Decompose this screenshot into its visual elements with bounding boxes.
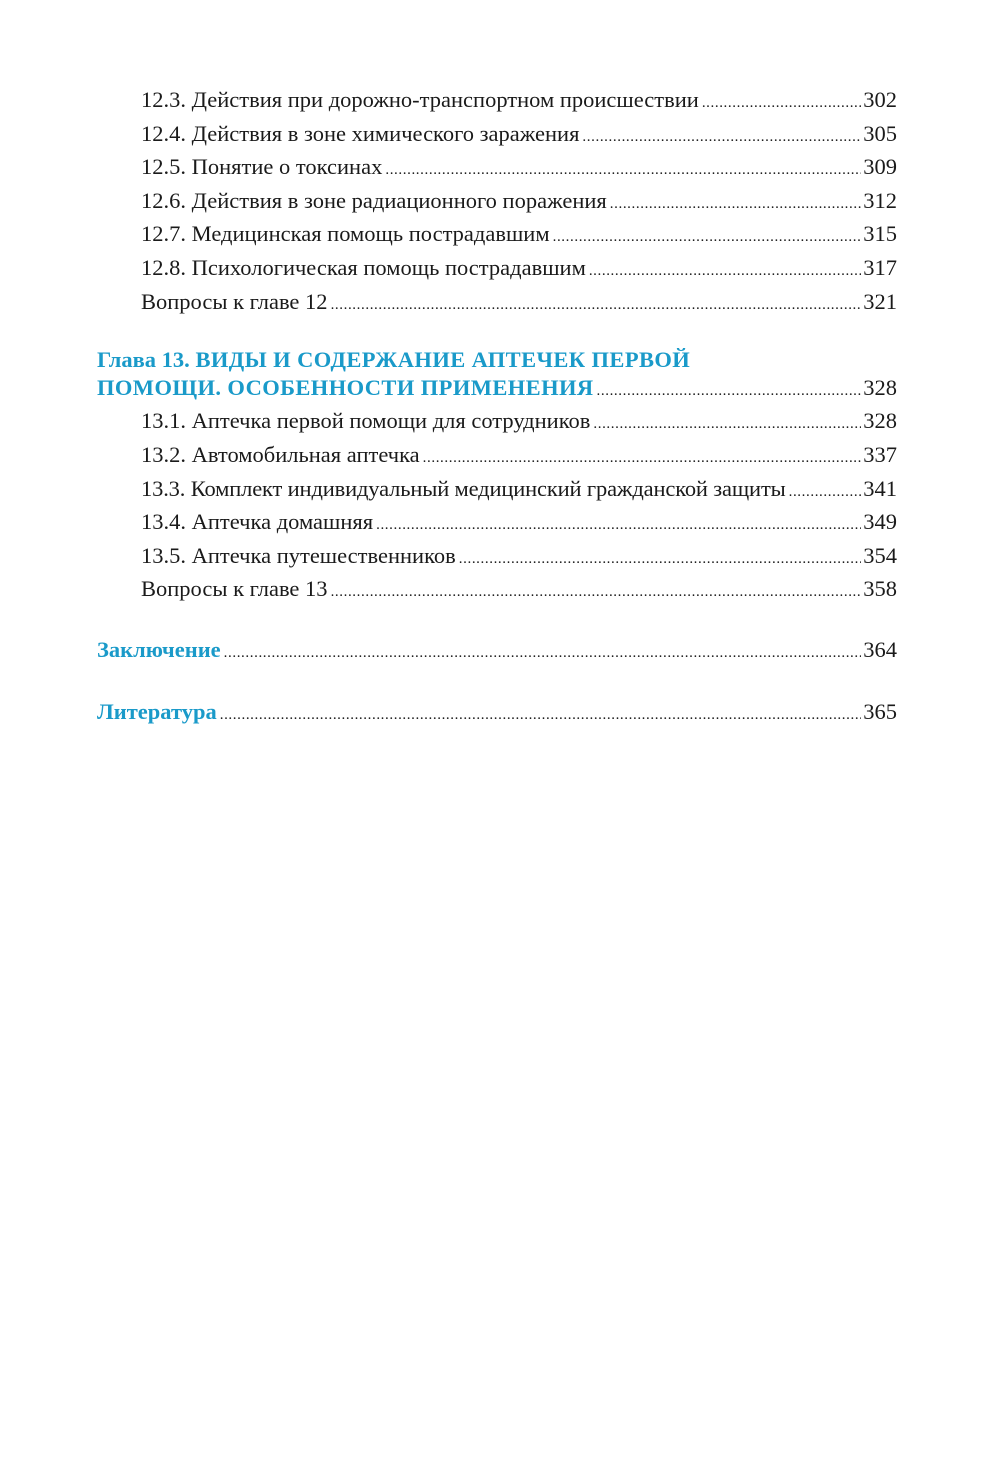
- toc-entry-label: 12.7. Медицинская помощь пострадавшим: [141, 221, 550, 246]
- chapter-13-heading[interactable]: [97, 345, 897, 375]
- toc-entry-page: 315: [863, 221, 897, 246]
- toc-entry-label: Вопросы к главе 12: [141, 289, 328, 314]
- toc-entry-label: 13.4. Аптечка домашняя: [141, 509, 374, 534]
- toc-entry-page: 328: [863, 408, 897, 433]
- toc-entry-label: Вопросы к главе 13: [141, 576, 328, 601]
- toc-entry-label: 12.3. Действия при дорожно-транспортном происшествии: [141, 87, 699, 112]
- toc-entry-page: 302: [863, 87, 897, 112]
- leader-dots: [582, 122, 861, 152]
- toc-entry-label: 13.3. Комплект индивидуальный медицинский гражданской защиты: [141, 476, 786, 501]
- toc-entry-label: 13.5. Аптечка путешественников: [141, 543, 456, 568]
- toc-entry-12-6[interactable]: [141, 186, 897, 219]
- toc-entry-page: 321: [863, 289, 897, 314]
- toc-entry-page: 309: [863, 154, 897, 179]
- toc-entry-12-4[interactable]: [141, 119, 897, 152]
- toc-entry-13-5[interactable]: [141, 541, 897, 574]
- toc-entry-13-2[interactable]: [141, 440, 897, 473]
- toc-entry-12-7[interactable]: [141, 219, 897, 252]
- leader-dots: [589, 256, 861, 286]
- toc-entry-page: 341: [863, 476, 897, 501]
- leader-dots: [224, 638, 862, 668]
- toc-entry-conclusion[interactable]: [97, 635, 897, 668]
- toc-entry-literature[interactable]: [97, 697, 897, 730]
- toc-entry-12-5[interactable]: [141, 152, 897, 185]
- chapter-13-title-line2: ПОМОЩИ. ОСОБЕННОСТИ ПРИМЕНЕНИЯ: [97, 375, 594, 400]
- toc-entry-label: 13.1. Аптечка первой помощи для сотрудников: [141, 408, 591, 433]
- leader-dots: [423, 443, 862, 473]
- leader-dots: [702, 88, 861, 118]
- conclusion-page: 364: [863, 637, 897, 662]
- toc-entry-page: 358: [863, 576, 897, 601]
- toc-entry-label: 12.4. Действия в зоне химического заражения: [141, 121, 580, 146]
- leader-dots: [331, 290, 862, 320]
- leader-dots: [220, 700, 862, 730]
- leader-dots: [331, 577, 862, 607]
- leader-dots: [553, 222, 862, 252]
- chapter-13-page: 328: [863, 375, 897, 400]
- toc-entry-13-3[interactable]: [141, 474, 897, 507]
- literature-label: Литература: [97, 699, 217, 724]
- conclusion-label: Заключение: [97, 637, 221, 662]
- toc-entry-page: 349: [863, 509, 897, 534]
- toc-entry-label: 13.2. Автомобильная аптечка: [141, 442, 420, 467]
- leader-dots: [593, 409, 861, 439]
- chapter-13-prefix: Глава 13.: [97, 347, 190, 372]
- literature-page: 365: [863, 699, 897, 724]
- chapter-13-heading-line2[interactable]: [97, 373, 897, 406]
- toc-entry-label: 12.6. Действия в зоне радиационного поражения: [141, 188, 607, 213]
- leader-dots: [597, 376, 862, 406]
- toc-entry-page: 305: [863, 121, 897, 146]
- toc-entry-label: 12.8. Психологическая помощь пострадавшим: [141, 255, 586, 280]
- toc-entry-13-1[interactable]: [141, 406, 897, 439]
- toc-entry-13-4[interactable]: [141, 507, 897, 540]
- toc-entry-12-8[interactable]: [141, 253, 897, 286]
- toc-entry-page: 317: [863, 255, 897, 280]
- toc-entry-12-3[interactable]: [141, 85, 897, 118]
- toc-entry-page: 337: [863, 442, 897, 467]
- leader-dots: [610, 189, 861, 219]
- toc-entry-label: 12.5. Понятие о токсинах: [141, 154, 383, 179]
- leader-dots: [459, 544, 861, 574]
- toc-entry-questions-12[interactable]: [141, 287, 897, 320]
- toc-entry-page: 312: [863, 188, 897, 213]
- chapter-13-title-line1: ВИДЫ И СОДЕРЖАНИЕ АПТЕЧЕК ПЕРВОЙ: [195, 347, 691, 372]
- toc-entry-page: 354: [863, 543, 897, 568]
- leader-dots: [789, 477, 862, 507]
- leader-dots: [385, 155, 861, 185]
- leader-dots: [376, 510, 861, 540]
- toc-entry-questions-13[interactable]: [141, 574, 897, 607]
